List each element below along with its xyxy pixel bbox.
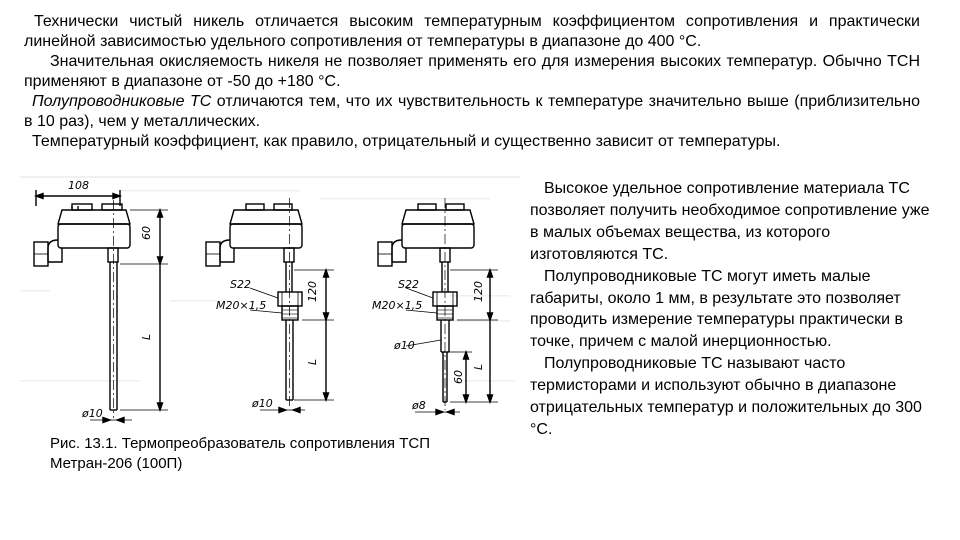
paragraph-nickel-properties: Технически чистый никель отличается высоким температурным коэффициентом сопротивления и практически линейной зависимостью удельного сопротивления от температуры в диапазоне до 400 °С. [24,13,920,50]
intro-text-block [24,12,920,152]
semiconductor-text-block [530,178,930,441]
paragraph-resistivity: Высокое удельное сопротивление материала ТС позволяет получить необходимое сопротивление уже в малых объемах вещества, из которого изготовляются ТС. [530,180,930,263]
dim-length-120-3: 120 [472,281,485,302]
figure-caption: Рис. 13.1. Термопреобразователь сопротивления ТСП Метран-206 (100П) [50,435,430,472]
thermometer-drawing [20,170,520,432]
dim-tip-60: 60 [452,370,465,384]
dim-diameter-10-3: ø10 [394,339,415,352]
dim-length-L-2: L [306,358,319,365]
paragraph-nickel-oxidation: Значительная окисляемость никеля не позволяет применять его для измерения высоких температур. Обычно ТСН применяют в диапазоне от -50 до +180 °С. [24,53,920,90]
dim-width-108: 108 [68,179,89,192]
paragraph-temperature-coefficient: Температурный коэффициент, как правило, отрицательный и существенно зависит от температуры. [32,133,781,150]
dim-length-L-3: L [472,363,485,370]
semiconductor-sensitivity-text: отличаются тем, что их чувствительность к температуре значительно выше (приблизительно в 10 раз), чем у металлических. [24,93,921,130]
paragraph-semiconductor-sensitivity [24,92,920,132]
dim-nut-s22: S22 [230,278,251,291]
dim-length-120: 120 [306,281,319,302]
dim-thread-m20-3: M20×1,5 [372,299,423,312]
dim-diameter-10-2: ø10 [252,397,273,410]
dim-diameter-8: ø8 [412,399,426,412]
dim-length-L: L [140,333,153,340]
dim-thread-m20: M20×1,5 [216,299,267,312]
paragraph-thermistors: Полупроводниковые ТС называют часто термисторами и используют обычно в диапазоне отрицательных температур и положительных до 300 °С. [530,355,922,438]
dim-diameter-10: ø10 [82,407,103,420]
semiconductor-term: Полупроводниковые ТС [32,93,212,110]
paragraph-small-size: Полупроводниковые ТС могут иметь малые габариты, около 1 мм, в результате это позволяет проводить измерение температуры практически в точке, причем с малой инерционностью. [530,267,904,351]
sensor-variant-1 [34,190,168,423]
dim-height-60: 60 [140,226,153,240]
dim-nut-s22-3: S22 [398,278,419,291]
